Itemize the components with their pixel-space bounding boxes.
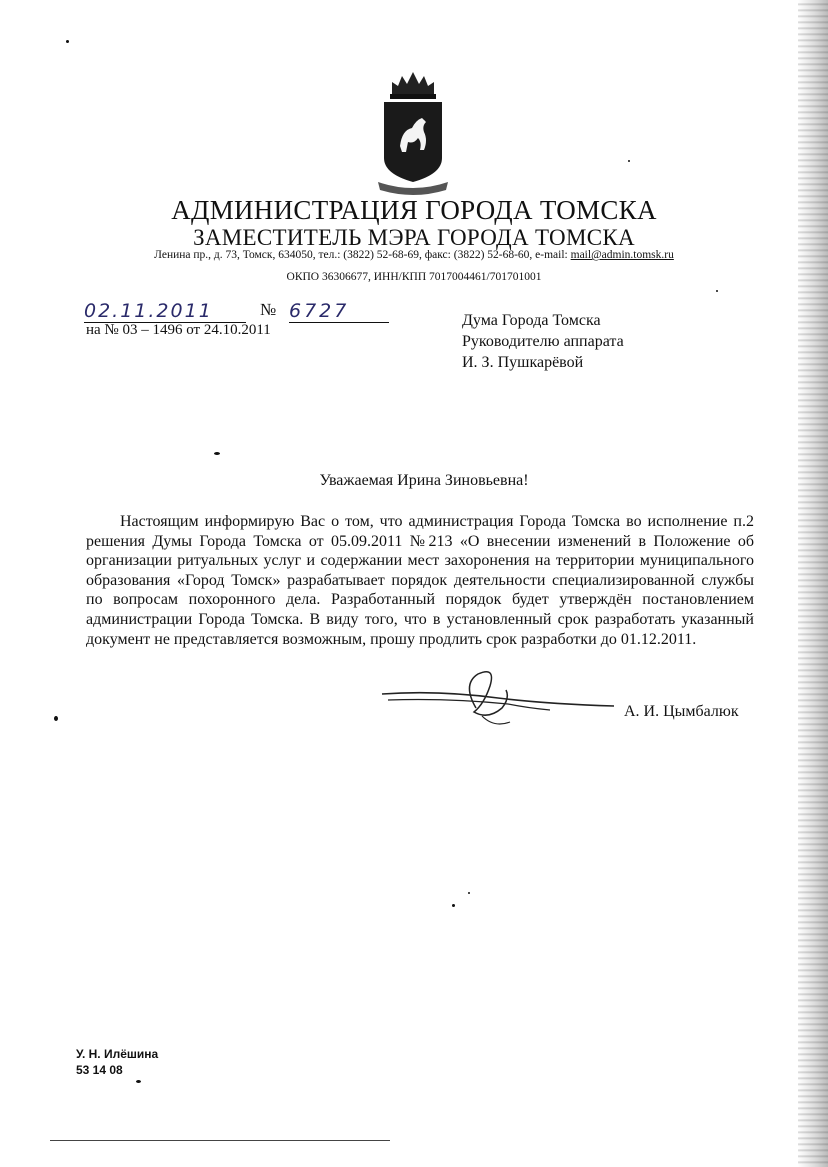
organization-name: АДМИНИСТРАЦИЯ ГОРОДА ТОМСКА <box>171 195 657 225</box>
organization-codes: ОКПО 36306677, ИНН/КПП 7017004461/701701001 <box>286 271 542 283</box>
handwritten-outgoing-number: 6727 <box>289 300 389 323</box>
contact-email[interactable]: mail@admin.tomsk.ru <box>570 249 674 261</box>
executor-phone: 53 14 08 <box>76 1063 123 1077</box>
scan-speck <box>452 904 455 907</box>
coat-of-arms-emblem <box>376 70 450 198</box>
executor-name: У. Н. Илёшина <box>76 1047 159 1061</box>
letter-body: Настоящим информирую Вас о том, что администрация Города Томска во исполнение п.2 решения Думы Города Томска от 05.09.2011 №213 «О внесении изменений в Положение об организации ритуальных услуг и содержании мест захоронения на территории муниципального образования «Город Томск» разрабатывает порядок деятельности специализированной службы по вопросам похоронного дела. Разработанный порядок будет утверждён постановлением администрации Города Томска. В виду того, что в установленный срок разработать указанный документ не представляется возможным, прошу продлить срок разработки до 01.12.2011. <box>86 513 754 648</box>
scan-speck <box>136 1080 141 1083</box>
scan-speck <box>628 160 630 162</box>
handwritten-date: 02.11.2011 <box>84 300 246 323</box>
number-sign: № <box>260 300 277 319</box>
letter-greeting: Уважаемая Ирина Зиновьевна! <box>319 472 529 489</box>
scan-speck <box>716 290 718 292</box>
addressee-title: Руководителю аппарата <box>462 333 624 350</box>
contact-address: Ленина пр., д. 73, Томск, 634050, тел.: (3822) 52-68-69, факс: (3822) 52-68-60, e-mail: <box>154 249 571 261</box>
reference-line: на № 03 – 1496 от 24.10.2011 <box>86 322 271 338</box>
scan-speck <box>214 452 220 455</box>
executor-block <box>76 1046 158 1078</box>
scan-speck <box>66 40 69 43</box>
signer-name: А. И. Цымбалюк <box>624 703 739 720</box>
scan-edge-artifact <box>798 0 828 1167</box>
addressee-organization: Дума Города Томска <box>462 312 601 329</box>
addressee-name: И. З. Пушкарёвой <box>462 354 584 371</box>
scan-speck <box>468 892 470 894</box>
scan-speck <box>54 716 58 721</box>
sender-position: ЗАМЕСТИТЕЛЬ МЭРА ГОРОДА ТОМСКА <box>193 225 635 250</box>
addressee-block <box>462 310 624 373</box>
bottom-scan-line <box>50 1140 390 1141</box>
handwritten-signature <box>378 664 618 734</box>
contact-details <box>0 249 828 261</box>
